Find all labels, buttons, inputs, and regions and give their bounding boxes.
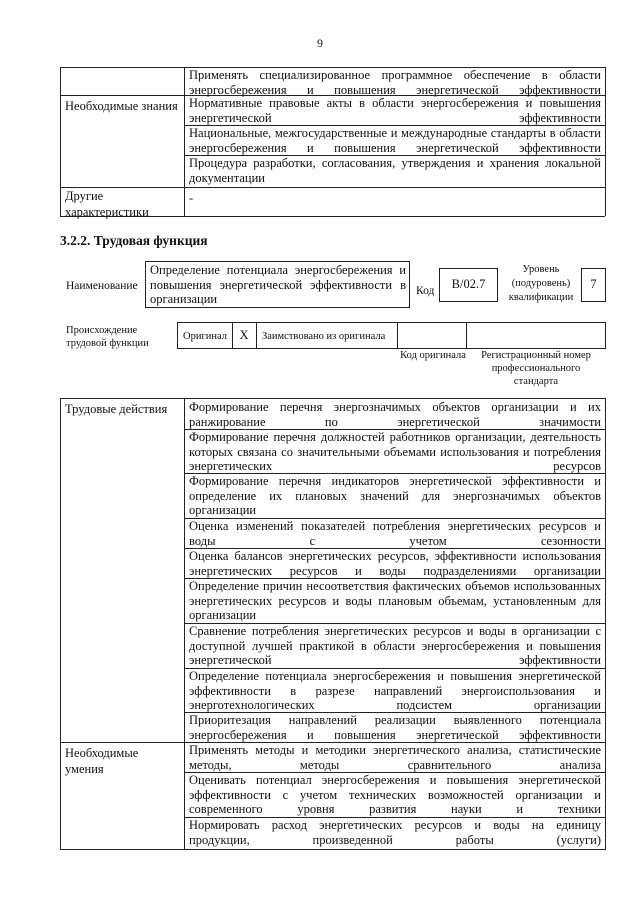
table-rule xyxy=(60,398,605,399)
action-item: Оценка балансов энергетических ресурсов, эффективности использования энергетических ресурсов и воды подразделениями организации xyxy=(189,549,601,578)
skill-item: Применять специализированное программное обеспечение в области энергосбережения и повышения энергетической эффективности xyxy=(189,68,601,97)
action-item: Оценка изменений показателей потребления энергетических ресурсов и воды с учетом сезонности xyxy=(189,519,601,548)
skill-item: Применять методы и методики энергетического анализа, статистические методы, методы сравнительного анализа xyxy=(189,743,601,772)
name-label: Наименование xyxy=(66,280,138,292)
action-item: Приоритезация направлений реализации выявленного потенциала энергосбережения и повышения энергетической эффективности xyxy=(189,713,601,742)
knowledge-label: Необходимые знания xyxy=(65,99,178,113)
borrowed-label: Заимствовано из оригинала xyxy=(262,331,386,342)
table-rule xyxy=(177,322,606,323)
knowledge-item: Национальные, межгосударственные и международные стандарты в области энергосбережения и повышения энергетической эффективности xyxy=(189,126,601,155)
table-rule xyxy=(60,67,61,216)
table-rule xyxy=(605,67,606,216)
original-label: Оригинал xyxy=(183,331,227,342)
skill-item: Нормировать расход энергетических ресурсов и воды на единицу продукции, произведенной работы (услуги) xyxy=(189,818,601,847)
skills-label: Необходимые умения xyxy=(65,746,139,776)
level-label: Уровень (подуровень) квалификации xyxy=(508,264,574,303)
knowledge-item: Процедура разработки, согласования, утверждения и хранения локальной документации xyxy=(189,156,601,185)
section-title: 3.2.2. Трудовая функция xyxy=(60,233,208,248)
table-rule xyxy=(256,322,257,349)
code-value: B/02.7 xyxy=(451,277,486,291)
reg-caption: Регистрационный номер профессионального стандарта xyxy=(481,350,591,387)
other-value: - xyxy=(189,191,194,205)
original-mark: X xyxy=(239,328,249,342)
table-rule xyxy=(605,398,606,850)
origin-label: Происхождение трудовой функции xyxy=(66,325,149,349)
table-rule xyxy=(184,67,185,216)
table-rule xyxy=(184,398,185,850)
level-value: 7 xyxy=(590,277,597,291)
table-rule xyxy=(60,849,605,850)
action-item: Формирование перечня энергозначимых объектов организации и их ранжирование по энергетической значимости xyxy=(189,400,601,429)
table-rule xyxy=(60,398,61,850)
knowledge-item: Нормативные правовые акты в области энергосбережения и повышения энергетической эффективности xyxy=(189,96,601,125)
skill-item: Оценивать потенциал энергосбережения и повышения энергетической эффективности с учетом технических возможностей организации и современного уровня развития науки и техники xyxy=(189,773,601,816)
action-item: Определение потенциала энергосбережения и повышения энергетической эффективности в разрезе направлений энергоиспользования и энерготехнологических подсистем организации xyxy=(189,669,601,712)
other-label: Другие характеристики xyxy=(65,189,149,219)
table-rule xyxy=(177,322,178,349)
actions-label: Трудовые действия xyxy=(65,402,168,416)
table-rule xyxy=(397,322,398,349)
page-number: 9 xyxy=(317,36,323,50)
table-rule xyxy=(466,322,467,349)
name-value: Определение потенциала энергосбережения и повышения энергетической эффективности в организации xyxy=(150,263,406,306)
action-item: Формирование перечня индикаторов энергетической эффективности и определение их плановых значений для энергозначимых объектов организации xyxy=(189,474,601,517)
code-label: Код xyxy=(416,285,435,297)
table-rule xyxy=(605,322,606,349)
action-item: Формирование перечня должностей работников организации, деятельность которых связана со значительными объемами использования и потребления энергетических ресурсов xyxy=(189,430,601,473)
action-item: Определение причин несоответствия фактических объемов использованных энергетических ресурсов и воды плановым объемам, установленным для организации xyxy=(189,579,601,622)
code-caption: Код оригинала xyxy=(400,350,466,361)
action-item: Сравнение потребления энергетических ресурсов и воды в организации с доступной лучшей практикой в области энергосбережения и повышения энергетической эффективности xyxy=(189,624,601,667)
